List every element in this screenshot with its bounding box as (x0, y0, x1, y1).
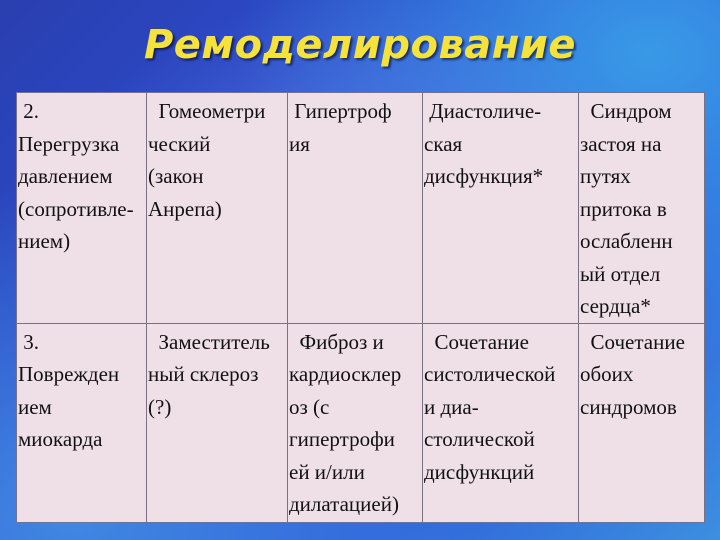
cell-dysfunction: Сочетание систолической и диа- столической дисфункций (423, 323, 579, 522)
cell-cause: 2. Перегрузка давлением (сопротивле- нием) (17, 93, 147, 324)
slide-title: Ремоделирование (143, 22, 577, 68)
cell-mechanism: Гомеометри ческий (закон Анрепа) (147, 93, 288, 324)
cell-mechanism: Заместитель ный склероз (?) (147, 323, 288, 522)
cell-cause: 3. Повреждeн ием миокарда (17, 323, 147, 522)
cell-morphology: Гипертроф ия (288, 93, 423, 324)
cell-dysfunction: Диастоличе- ская дисфункция* (423, 93, 579, 324)
cell-morphology: Фиброз и кардиосклер оз (с гипертрофи ей и/или дилатацией) (288, 323, 423, 522)
remodeling-table (16, 92, 705, 523)
table-row-pressure-overload (17, 93, 705, 324)
cell-syndrome: Синдром застоя на путях притока в ослабленн ый отдел сердца* (579, 93, 705, 324)
table-row-myocardial-damage (17, 323, 705, 522)
cell-syndrome: Сочетание обоих синдромов (579, 323, 705, 522)
